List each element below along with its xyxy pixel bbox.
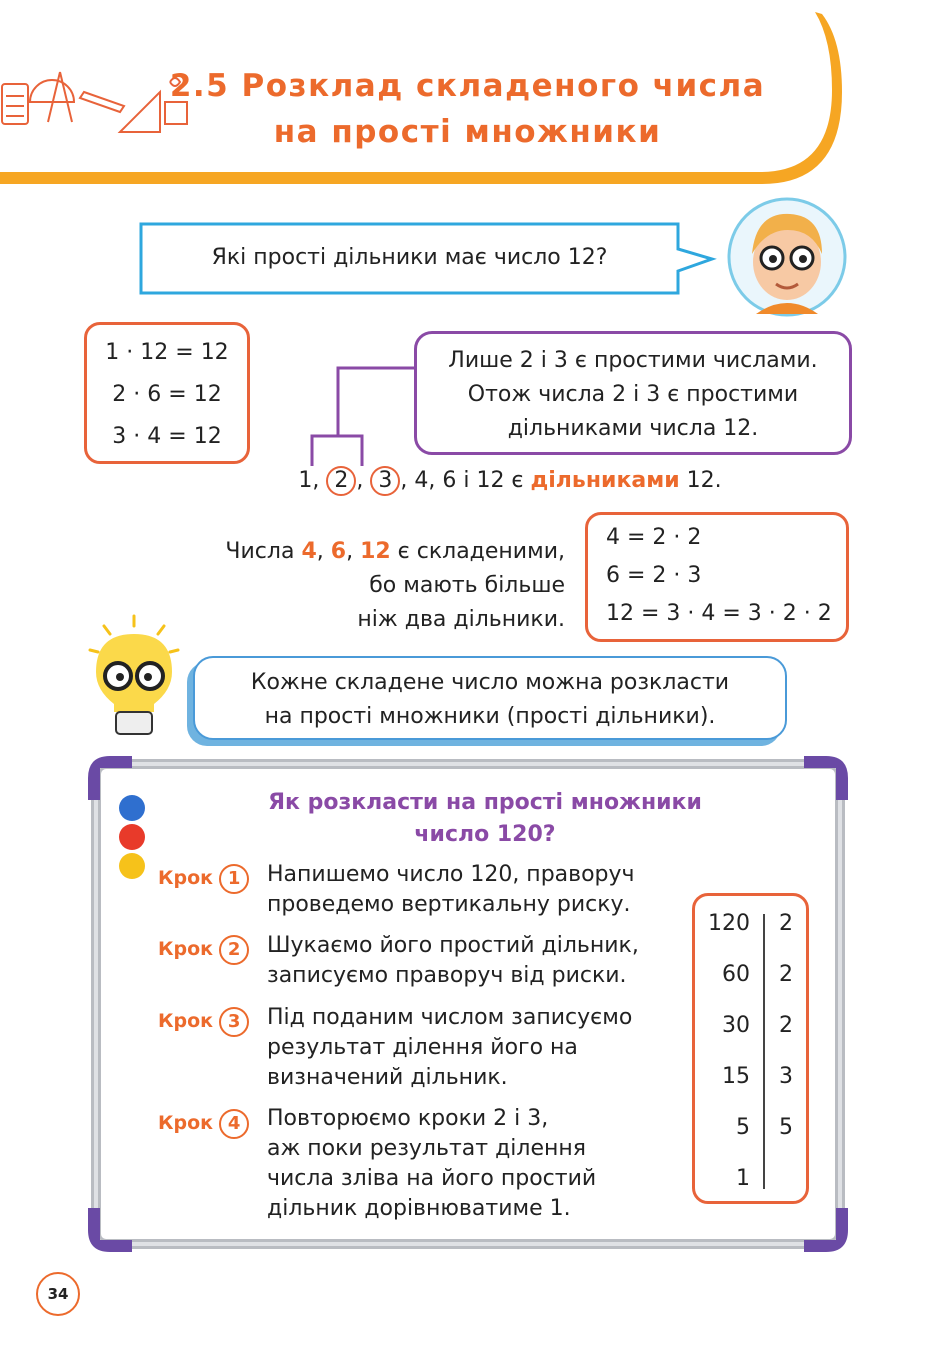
question-text: Які прості дільники має число 12?	[211, 245, 608, 270]
table-divider	[763, 914, 765, 1189]
boy-avatar	[726, 196, 848, 318]
note-line: дільниками числа 12.	[507, 416, 759, 441]
step-label-2: Крок 2	[158, 935, 249, 965]
composite-explanation: Числа 4, 6, 12 є складеними, бо мають більше ніж два дільники.	[225, 539, 565, 632]
factor-pair: 1 · 12 = 12	[105, 340, 229, 365]
step-text-1: Напишемо число 120, праворуч проведемо вертикальну риску.	[267, 862, 635, 917]
step-label-4: Крок 4	[158, 1109, 249, 1139]
circled-divisor: 3	[370, 466, 400, 496]
table-right-value: 2	[779, 1013, 793, 1038]
lightbulb-icon	[84, 612, 184, 740]
factor-pair: 3 · 4 = 12	[112, 424, 222, 449]
composite-factor: 4 = 2 · 2	[606, 525, 702, 550]
rule-box	[193, 656, 787, 740]
circled-divisor: 2	[326, 466, 356, 496]
magnet-blue	[119, 795, 145, 821]
rule-line: на прості множники (прості дільники).	[264, 704, 716, 729]
step-label-3: Крок 3	[158, 1007, 249, 1037]
prime-note-box	[414, 331, 852, 455]
composite-factors-box	[585, 512, 849, 642]
note-line: Отож числа 2 і 3 є простими	[467, 382, 799, 407]
page-number: 34	[36, 1272, 80, 1316]
table-left-value: 120	[708, 911, 750, 936]
table-right-value: 2	[779, 911, 793, 936]
divisors-line: 1, 2 , 3 , 4, 6 і 12 є дільниками 12.	[150, 466, 870, 496]
table-left-value: 60	[722, 962, 750, 987]
magnet-yellow	[119, 853, 145, 879]
keyword-divisors: дільниками	[530, 468, 680, 493]
title-line-2: на прості множники	[273, 114, 662, 150]
factorization-table	[692, 893, 809, 1204]
board-title-1: Як розкласти на прості множники	[268, 790, 702, 815]
table-right-value: 5	[779, 1115, 793, 1140]
table-left-value: 5	[736, 1115, 750, 1140]
step-label-1: Крок 1	[158, 864, 249, 894]
title-line-1: 2.5 Розклад складеного числа	[169, 68, 766, 104]
step-text-2: Шукаємо його простий дільник, записуємо праворуч від риски.	[267, 933, 639, 988]
magnet-red	[119, 824, 145, 850]
step-text-3: Під поданим числом записуємо результат ділення його на визначений дільник.	[267, 1005, 633, 1090]
table-right-value: 3	[779, 1064, 793, 1089]
step-text-4: Повторюємо кроки 2 і 3, аж поки результат ділення числа зліва на його простий дільник дорівнюватиме 1.	[267, 1106, 597, 1221]
composite-factor: 12 = 3 · 4 = 3 · 2 · 2	[606, 601, 832, 626]
note-line: Лише 2 і 3 є простими числами.	[448, 348, 818, 373]
rule-line: Кожне складене число можна розкласти	[250, 670, 730, 695]
table-right-value: 2	[779, 962, 793, 987]
table-left-value: 15	[722, 1064, 750, 1089]
table-left-value: 1	[736, 1166, 750, 1191]
factor-pair: 2 · 6 = 12	[112, 382, 222, 407]
factor-pairs-box	[84, 322, 250, 464]
board-title-2: число 120?	[414, 822, 556, 847]
table-left-value: 30	[722, 1013, 750, 1038]
composite-factor: 6 = 2 · 3	[606, 563, 702, 588]
connector-lines	[300, 360, 430, 470]
